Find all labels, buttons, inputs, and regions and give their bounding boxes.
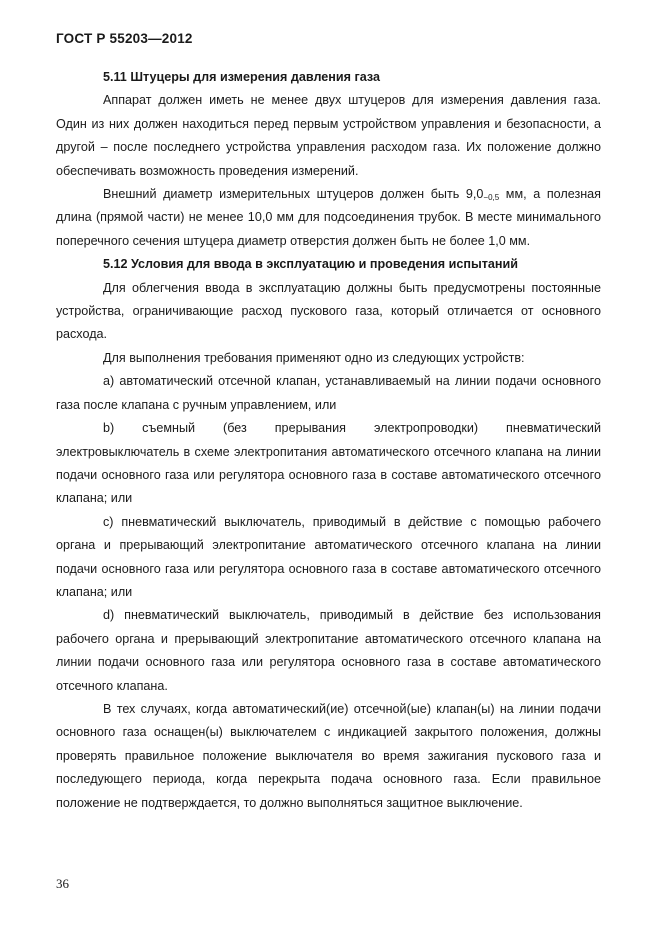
diameter-text-end: мм, а полезная длина (прямой части) не менее 10,0 мм для подсоединения трубок. В месте минимального поперечного сечения штуцера диаметр отверстия должен быть не более 1,0 мм. bbox=[56, 187, 601, 248]
section-5-12-paragraph-2: Для выполнения требования применяют одно из следующих устройств: bbox=[103, 350, 525, 365]
section-5-12-heading: 5.12 Условия для ввода в эксплуатацию и проведения испытаний bbox=[103, 257, 519, 272]
list-item-b: b) съемный (без прерывания электропроводки) пневматический электровыключатель в схеме электропитания автоматического отсечного клапана на линии подачи основного газа или регулятора основного газа в составе автоматического отсечного клапана; или bbox=[56, 421, 601, 506]
section-5-11-heading: 5.11 Штуцеры для измерения давления газа bbox=[103, 70, 381, 84]
section-5-11-paragraph-2 bbox=[56, 183, 601, 253]
list-item-d: d) пневматический выключатель, приводимый в действие без использования рабочего органа и прерывающий электропитание автоматического отсечного клапана на линии подачи основного газа или регулятора основного газа в составе автоматического отсечного клапана. bbox=[56, 608, 601, 693]
document-header: ГОСТ Р 55203—2012 bbox=[56, 31, 193, 46]
section-5-12-paragraph-3: В тех случаях, когда автоматический(ие) отсечной(ые) клапан(ы) на линии подачи основного газа оснащен(ы) выключателем с индикацией закрытого положения, должны проверять правильное положение выключателя во время зажигания пускового газа и последующего периода, когда перекрыта подача основного газа. Если правильное положение не подтверждается, то должно выполняться защитное выключение. bbox=[56, 701, 601, 810]
section-5-11-paragraph-1: Аппарат должен иметь не менее двух штуцеров для измерения давления газа. Один из них должен находиться перед первым устройством управления и безопасности, а другой – после последнего устройства управления расходом газа. Их положение должно обеспечивать возможность проведения измерений. bbox=[56, 93, 601, 178]
list-item-a: а) автоматический отсечной клапан, устанавливаемый на линии подачи основного газа после клапана с ручным управлением, или bbox=[56, 374, 601, 412]
page-body bbox=[56, 66, 601, 815]
page-number: 36 bbox=[56, 876, 69, 891]
diameter-text-start: Внешний диаметр измерительных штуцеров должен быть 9,0 bbox=[103, 187, 484, 202]
tolerance-subscript: −0,5 bbox=[483, 193, 500, 203]
section-5-12-paragraph-1: Для облегчения ввода в эксплуатацию должны быть предусмотрены постоянные устройства, ограничивающие расход пускового газа, который отличается от основного расхода. bbox=[56, 280, 601, 342]
list-item-c: с) пневматический выключатель, приводимый в действие с помощью рабочего органа и прерывающий электропитание автоматического отсечного клапана на линии подачи основного газа или регулятора основного газа в составе автоматического отсечного клапана; или bbox=[56, 514, 601, 599]
